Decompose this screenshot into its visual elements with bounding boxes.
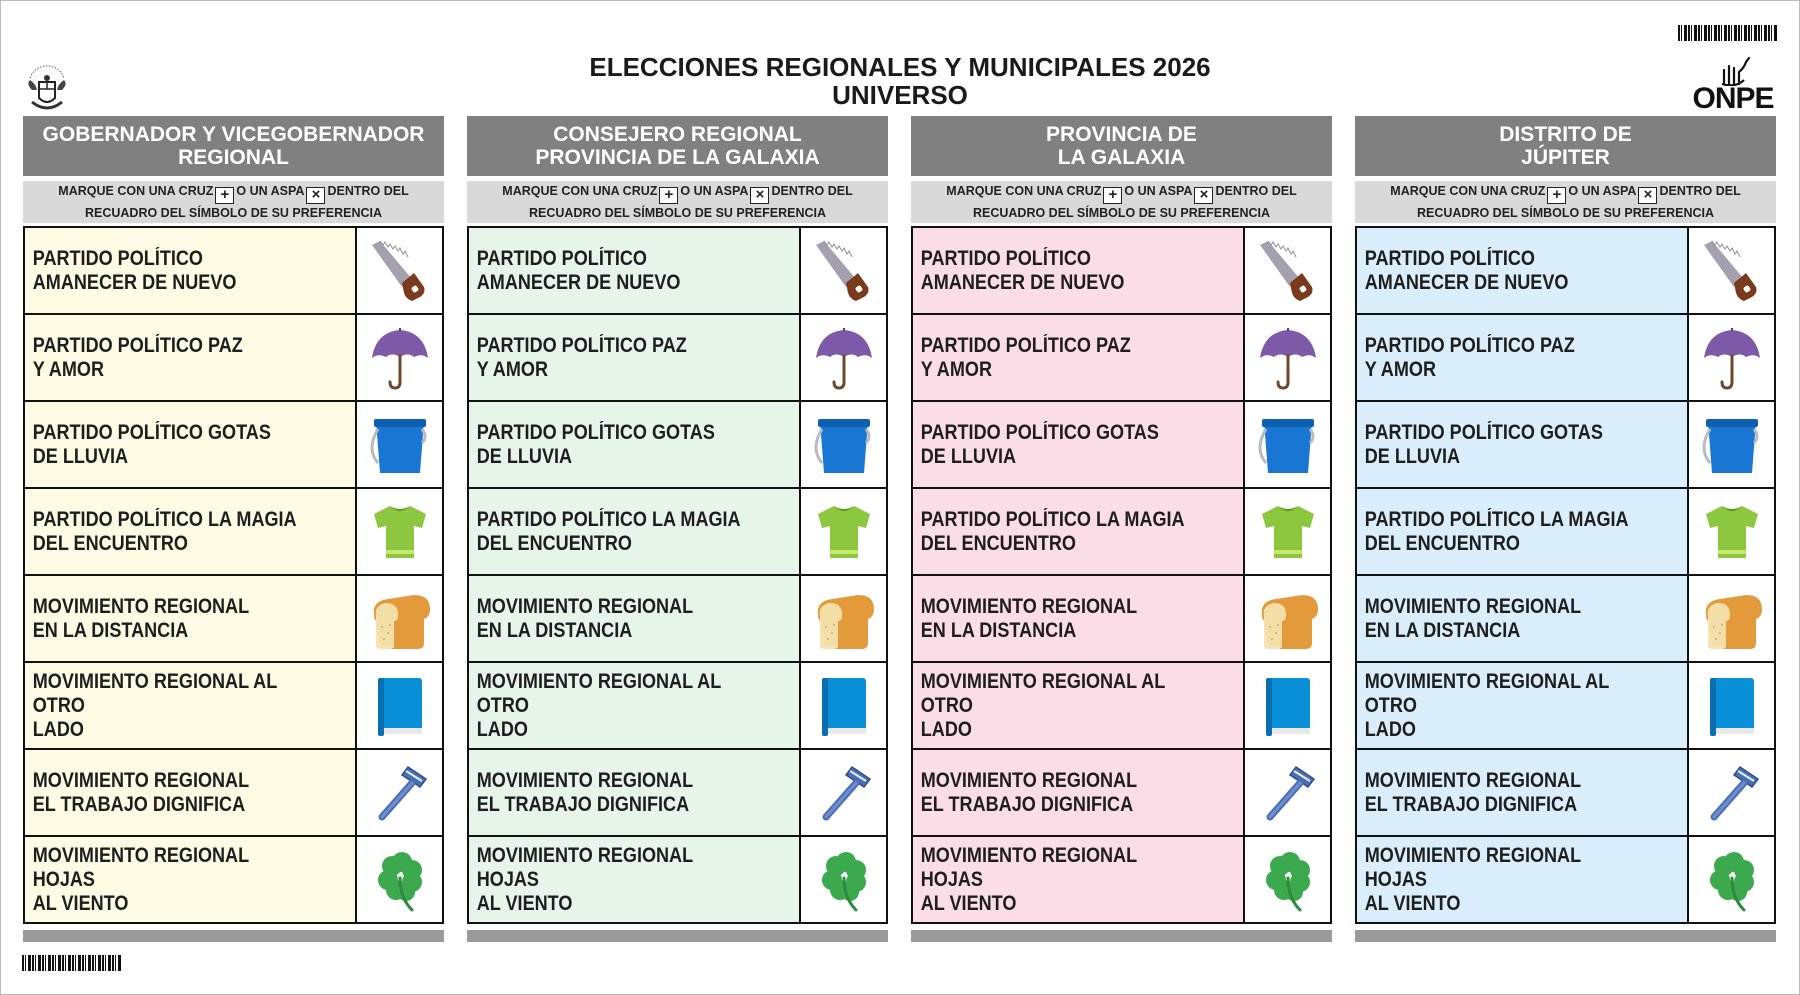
razor-icon — [1256, 761, 1320, 825]
column-header-line1: DISTRITO DE — [1499, 123, 1632, 146]
party-name-cell — [1357, 576, 1689, 661]
party-row — [25, 489, 442, 576]
book-icon — [1700, 674, 1764, 738]
party-name: MOVIMIENTO REGIONAL AL OTRO LADO — [32, 669, 277, 741]
vote-box[interactable] — [1689, 750, 1774, 835]
saw-icon — [1700, 239, 1764, 303]
column-header-line1: CONSEJERO REGIONAL — [553, 123, 802, 146]
party-name-cell — [469, 837, 801, 922]
party-row — [469, 750, 886, 837]
party-name: MOVIMIENTO REGIONAL EN LA DISTANCIA — [476, 594, 694, 642]
ballot-column-4 — [1355, 116, 1776, 942]
clover-icon — [368, 848, 432, 912]
party-name-cell — [25, 576, 357, 661]
party-name-cell — [25, 837, 357, 922]
vote-box[interactable] — [357, 576, 442, 661]
vote-box[interactable] — [1689, 228, 1774, 313]
vote-box[interactable] — [1245, 489, 1330, 574]
party-name: PARTIDO POLÍTICO PAZ Y AMOR — [32, 333, 243, 381]
vote-box[interactable] — [357, 750, 442, 835]
instruction-part1: MARQUE CON UNA CRUZ — [946, 184, 1102, 198]
party-name: PARTIDO POLÍTICO AMANECER DE NUEVO — [32, 246, 237, 294]
tshirt-icon — [812, 500, 876, 564]
book-icon — [368, 674, 432, 738]
party-name-cell — [469, 228, 801, 313]
vote-box[interactable] — [1689, 663, 1774, 748]
party-name-cell — [913, 837, 1245, 922]
instruction-part1: MARQUE CON UNA CRUZ — [1390, 184, 1546, 198]
vote-box[interactable] — [357, 228, 442, 313]
instructions — [467, 181, 888, 223]
instruction-line2: RECUADRO DEL SÍMBOLO DE SU PREFERENCIA — [972, 206, 1270, 220]
instruction-part3: DENTRO DEL — [771, 184, 853, 198]
party-name-cell — [469, 402, 801, 487]
party-list — [467, 226, 888, 924]
tshirt-icon — [1256, 500, 1320, 564]
vote-box[interactable] — [1689, 837, 1774, 922]
vote-box[interactable] — [357, 315, 442, 400]
party-row — [913, 402, 1330, 489]
party-name: MOVIMIENTO REGIONAL HOJAS AL VIENTO — [920, 843, 1137, 915]
column-header-line1: GOBERNADOR Y VICEGOBERNADOR — [42, 123, 425, 146]
instructions — [1355, 181, 1776, 223]
party-name: MOVIMIENTO REGIONAL AL OTRO LADO — [476, 669, 721, 741]
instruction-line2: RECUADRO DEL SÍMBOLO DE SU PREFERENCIA — [1416, 206, 1714, 220]
party-name: PARTIDO POLÍTICO LA MAGIA DEL ENCUENTRO — [920, 507, 1185, 555]
party-name: PARTIDO POLÍTICO AMANECER DE NUEVO — [476, 246, 681, 294]
party-name: MOVIMIENTO REGIONAL EL TRABAJO DIGNIFICA — [920, 768, 1138, 816]
instruction-part2: O UN ASPA — [1124, 184, 1193, 198]
column-footer-bar — [467, 930, 888, 942]
party-name-cell — [25, 489, 357, 574]
instruction-line2: RECUADRO DEL SÍMBOLO DE SU PREFERENCIA — [84, 206, 382, 220]
column-header — [911, 116, 1332, 176]
bucket-icon — [368, 413, 432, 477]
clover-icon — [1700, 848, 1764, 912]
vote-box[interactable] — [1245, 750, 1330, 835]
instructions — [23, 181, 444, 223]
party-name: PARTIDO POLÍTICO AMANECER DE NUEVO — [1364, 246, 1569, 294]
party-name-cell — [913, 663, 1245, 748]
party-name: MOVIMIENTO REGIONAL AL OTRO LADO — [920, 669, 1165, 741]
party-row — [1357, 402, 1774, 489]
party-name: MOVIMIENTO REGIONAL HOJAS AL VIENTO — [1364, 843, 1581, 915]
party-name-cell — [913, 489, 1245, 574]
party-name: PARTIDO POLÍTICO PAZ Y AMOR — [1364, 333, 1575, 381]
party-name: PARTIDO POLÍTICO GOTAS DE LLUVIA — [476, 420, 715, 468]
razor-icon — [812, 761, 876, 825]
party-name-cell — [25, 315, 357, 400]
party-name-cell — [25, 402, 357, 487]
party-row — [25, 576, 442, 663]
party-name: PARTIDO POLÍTICO GOTAS DE LLUVIA — [1364, 420, 1603, 468]
bucket-icon — [812, 413, 876, 477]
ballot-column-3 — [911, 116, 1332, 942]
party-name: PARTIDO POLÍTICO GOTAS DE LLUVIA — [920, 420, 1159, 468]
party-name: PARTIDO POLÍTICO PAZ Y AMOR — [476, 333, 687, 381]
instructions — [911, 181, 1332, 223]
column-header-line2: PROVINCIA DE LA GALAXIA — [535, 146, 820, 169]
party-list — [911, 226, 1332, 924]
tshirt-icon — [1700, 500, 1764, 564]
party-name: PARTIDO POLÍTICO LA MAGIA DEL ENCUENTRO — [1364, 507, 1629, 555]
book-icon — [1256, 674, 1320, 738]
party-row — [913, 837, 1330, 922]
clover-icon — [812, 848, 876, 912]
bread-icon — [368, 587, 432, 651]
party-row — [25, 402, 442, 489]
instruction-part2: O UN ASPA — [236, 184, 305, 198]
cross-box-icon: + — [1547, 187, 1566, 204]
party-name-cell — [1357, 663, 1689, 748]
ballot-column-1 — [23, 116, 444, 942]
party-name: MOVIMIENTO REGIONAL HOJAS AL VIENTO — [32, 843, 249, 915]
party-name-cell — [469, 750, 801, 835]
party-name: MOVIMIENTO REGIONAL EL TRABAJO DIGNIFICA — [32, 768, 250, 816]
party-name-cell — [469, 489, 801, 574]
party-row — [469, 228, 886, 315]
party-name-cell — [1357, 228, 1689, 313]
x-box-icon: × — [1194, 187, 1213, 204]
vote-box[interactable] — [1245, 228, 1330, 313]
party-row — [1357, 315, 1774, 402]
party-list — [23, 226, 444, 924]
party-name-cell — [25, 663, 357, 748]
party-row — [469, 489, 886, 576]
party-name: PARTIDO POLÍTICO LA MAGIA DEL ENCUENTRO — [32, 507, 297, 555]
party-row — [469, 576, 886, 663]
column-header — [23, 116, 444, 176]
party-name-cell — [913, 315, 1245, 400]
vote-box[interactable] — [1689, 315, 1774, 400]
vote-box[interactable] — [801, 402, 886, 487]
instruction-part2: O UN ASPA — [1568, 184, 1637, 198]
party-list — [1355, 226, 1776, 924]
bucket-icon — [1256, 413, 1320, 477]
party-name-cell — [25, 228, 357, 313]
vote-box[interactable] — [801, 489, 886, 574]
instruction-part3: DENTRO DEL — [1659, 184, 1741, 198]
barcode-top — [1678, 25, 1778, 41]
column-header-line2: LA GALAXIA — [1057, 146, 1186, 169]
party-name-cell — [1357, 750, 1689, 835]
column-footer-bar — [1355, 930, 1776, 942]
cross-box-icon: + — [215, 187, 234, 204]
party-name: MOVIMIENTO REGIONAL EN LA DISTANCIA — [32, 594, 250, 642]
party-row — [913, 315, 1330, 402]
vote-box[interactable] — [1245, 402, 1330, 487]
party-name-cell — [1357, 489, 1689, 574]
ballot-title: ELECCIONES REGIONALES Y MUNICIPALES 2026 — [589, 52, 1211, 82]
instruction-part2: O UN ASPA — [680, 184, 749, 198]
onpe-logo-text: ONPE — [1692, 82, 1774, 115]
saw-icon — [1256, 239, 1320, 303]
column-header — [467, 116, 888, 176]
party-row — [1357, 663, 1774, 750]
party-row — [25, 750, 442, 837]
cross-box-icon: + — [1103, 187, 1122, 204]
party-name-cell — [469, 663, 801, 748]
vote-box[interactable] — [801, 315, 886, 400]
party-name-cell — [1357, 837, 1689, 922]
party-row — [1357, 837, 1774, 922]
umbrella-icon — [1700, 326, 1764, 390]
x-box-icon: × — [1638, 187, 1657, 204]
party-name: MOVIMIENTO REGIONAL EL TRABAJO DIGNIFICA — [476, 768, 694, 816]
party-row — [25, 228, 442, 315]
ballot-subtitle: UNIVERSO — [832, 80, 968, 110]
vote-box[interactable] — [1245, 315, 1330, 400]
party-name: PARTIDO POLÍTICO GOTAS DE LLUVIA — [32, 420, 271, 468]
vote-box[interactable] — [801, 576, 886, 661]
column-footer-bar — [911, 930, 1332, 942]
party-name: PARTIDO POLÍTICO PAZ Y AMOR — [920, 333, 1131, 381]
saw-icon — [812, 239, 876, 303]
clover-icon — [1256, 848, 1320, 912]
saw-icon — [368, 239, 432, 303]
party-name: MOVIMIENTO REGIONAL AL OTRO LADO — [1364, 669, 1609, 741]
instruction-line2: RECUADRO DEL SÍMBOLO DE SU PREFERENCIA — [528, 206, 826, 220]
party-row — [25, 315, 442, 402]
instruction-part1: MARQUE CON UNA CRUZ — [502, 184, 658, 198]
instruction-part3: DENTRO DEL — [1215, 184, 1297, 198]
onpe-logo — [1688, 56, 1778, 116]
vote-box[interactable] — [357, 402, 442, 487]
party-row — [913, 576, 1330, 663]
tshirt-icon — [368, 500, 432, 564]
party-row — [469, 315, 886, 402]
column-header-line1: PROVINCIA DE — [1046, 123, 1197, 146]
cross-box-icon: + — [659, 187, 678, 204]
umbrella-icon — [1256, 326, 1320, 390]
party-row — [913, 750, 1330, 837]
vote-box[interactable] — [357, 663, 442, 748]
vote-box[interactable] — [357, 489, 442, 574]
party-row — [913, 489, 1330, 576]
instruction-part3: DENTRO DEL — [327, 184, 409, 198]
vote-box[interactable] — [1245, 837, 1330, 922]
party-name: PARTIDO POLÍTICO LA MAGIA DEL ENCUENTRO — [476, 507, 741, 555]
vote-box[interactable] — [357, 837, 442, 922]
x-box-icon: × — [306, 187, 325, 204]
column-header — [1355, 116, 1776, 176]
party-name: PARTIDO POLÍTICO AMANECER DE NUEVO — [920, 246, 1125, 294]
instruction-part1: MARQUE CON UNA CRUZ — [58, 184, 214, 198]
party-name: MOVIMIENTO REGIONAL EN LA DISTANCIA — [1364, 594, 1582, 642]
party-name-cell — [913, 228, 1245, 313]
column-footer-bar — [23, 930, 444, 942]
razor-icon — [1700, 761, 1764, 825]
party-name-cell — [913, 402, 1245, 487]
party-name-cell — [469, 576, 801, 661]
party-name-cell — [1357, 315, 1689, 400]
vote-box[interactable] — [801, 663, 886, 748]
party-name-cell — [25, 750, 357, 835]
party-row — [25, 837, 442, 922]
party-name-cell — [913, 576, 1245, 661]
party-name-cell — [469, 315, 801, 400]
umbrella-icon — [368, 326, 432, 390]
barcode-bottom — [22, 955, 122, 971]
vote-box[interactable] — [801, 228, 886, 313]
party-row — [913, 228, 1330, 315]
razor-icon — [368, 761, 432, 825]
vote-box[interactable] — [1245, 576, 1330, 661]
party-name: MOVIMIENTO REGIONAL EL TRABAJO DIGNIFICA — [1364, 768, 1582, 816]
party-row — [913, 663, 1330, 750]
party-name: MOVIMIENTO REGIONAL EN LA DISTANCIA — [920, 594, 1138, 642]
party-row — [469, 663, 886, 750]
party-row — [1357, 489, 1774, 576]
umbrella-icon — [812, 326, 876, 390]
party-row — [469, 837, 886, 922]
party-row — [1357, 750, 1774, 837]
party-row — [1357, 576, 1774, 663]
vote-box[interactable] — [1689, 489, 1774, 574]
bread-icon — [1256, 587, 1320, 651]
party-name-cell — [1357, 402, 1689, 487]
bread-icon — [812, 587, 876, 651]
vote-box[interactable] — [1689, 576, 1774, 661]
coat-of-arms-icon — [22, 58, 72, 116]
vote-box[interactable] — [1689, 402, 1774, 487]
vote-box[interactable] — [801, 837, 886, 922]
column-header-line2: REGIONAL — [178, 146, 289, 169]
column-header-line2: JÚPITER — [1521, 146, 1610, 169]
ballot-column-2 — [467, 116, 888, 942]
vote-box[interactable] — [1245, 663, 1330, 748]
party-row — [25, 663, 442, 750]
party-name-cell — [913, 750, 1245, 835]
bread-icon — [1700, 587, 1764, 651]
vote-box[interactable] — [801, 750, 886, 835]
book-icon — [812, 674, 876, 738]
x-box-icon: × — [750, 187, 769, 204]
bucket-icon — [1700, 413, 1764, 477]
party-name: MOVIMIENTO REGIONAL HOJAS AL VIENTO — [476, 843, 693, 915]
party-row — [469, 402, 886, 489]
party-row — [1357, 228, 1774, 315]
